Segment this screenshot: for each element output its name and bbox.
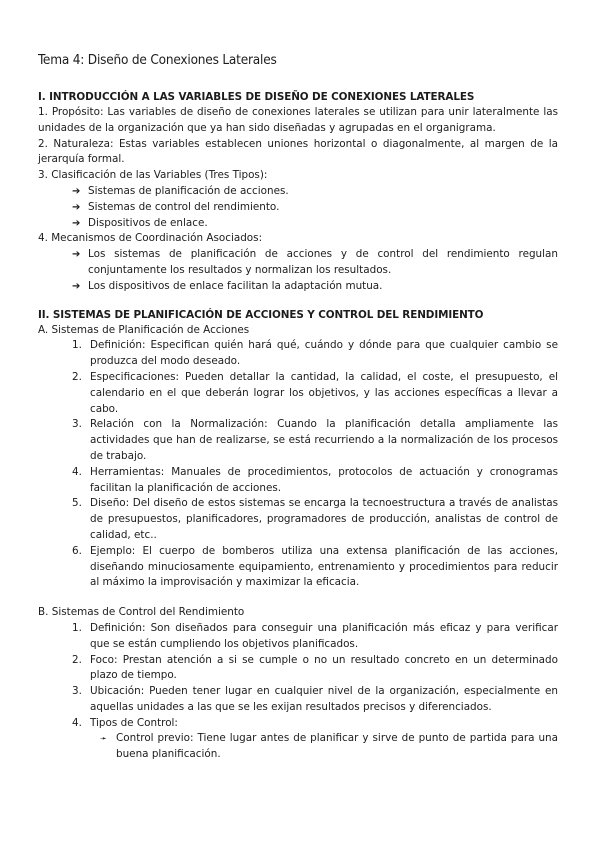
bullet-text: Los sistemas de planificación de acciones y de control del rendimiento regulan conjuntamente los resultados y normalizan los resultados. [88,248,558,276]
numbered-item [38,621,558,653]
arrow-right-icon: ➔ [72,185,81,197]
subsection-a-heading: A. Sistemas de Planificación de Acciones [38,323,250,336]
arrow-right-icon: ➔ [72,217,81,229]
arrow-right-icon: ➔ [72,201,81,213]
bullet-text: Sistemas de planificación de acciones. [88,184,289,197]
sub-bullet-text: Control previo: Tiene lugar antes de planificar y sirve de punto de partida para una buena planificación. [116,732,558,761]
spacer [38,591,558,605]
numbered-item [38,465,558,497]
numbered-item [38,684,558,716]
item-number: 5. [72,497,82,510]
item-text: Definición: Son diseñados para conseguir una planificación más eficaz y para verificar que se están cumpliendo los objetivos planificados. [90,621,558,650]
numbered-item [38,544,558,591]
item-number: 4. [72,465,82,478]
item-text: Herramientas: Manuales de procedimientos, protocolos de actuación y cronogramas facilitan la planificación de acciones. [90,465,558,494]
item-text: Relación con la Normalización: Cuando la planificación detalla ampliamente las actividades que han de realizarse, se está recurriendo a la normalización de los procesos de trabajo. [90,418,558,462]
item-text: Ejemplo: El cuerpo de bomberos utiliza una extensa planificación de las acciones, diseñando minuciosamente equipamiento, entrenamiento y procedimientos para reducir al máximo la improvisación y maximizar la eficacia. [90,544,558,589]
sub-bullet-item [38,731,558,763]
small-arrow-icon: ➛ [100,734,107,744]
numbered-item [38,653,558,685]
item-number: 1. [72,621,82,634]
item-number: 4. [72,716,82,729]
section-2-heading: II. SISTEMAS DE PLANIFICACIÓN DE ACCIONES Y CONTROL DEL RENDIMIENTO [38,308,484,321]
numbered-item [38,417,558,464]
arrow-right-icon: ➔ [72,249,81,261]
numbered-item [38,716,558,732]
numbered-item [38,496,558,543]
bullet-item [38,200,558,216]
paragraph-nature: 2. Naturaleza: Estas variables establecen uniones horizontal o diagonalmente, al margen de la jerarquía formal. [38,137,558,166]
arrow-right-icon: ➔ [72,280,81,292]
item-text: Diseño: Del diseño de estos sistemas se encarga la tecnoestructura a través de analistas de presupuestos, planificadores, programadores de producción, analistas de control de calidad, etc.. [90,497,558,541]
item-number: 6. [72,544,82,557]
item-text: Definición: Especifican quién hará qué, cuándo y dónde para que cualquier cambio se produzca del modo deseado. [90,339,558,368]
bullet-item [38,247,558,279]
bullet-item [38,279,558,295]
item-text: Especificaciones: Pueden detallar la cantidad, la calidad, el coste, el presupuesto, el calendario en el que deberán lograr los objetivos, y las acciones específicas a llevar a cabo. [90,370,558,415]
section-1-heading: I. INTRODUCCIÓN A LAS VARIABLES DE DISEÑO DE CONEXIONES LATERALES [38,91,475,103]
paragraph-mechanisms: 4. Mecanismos de Coordinación Asociados: [38,232,263,245]
item-number: 2. [72,653,82,666]
item-number: 3. [72,685,82,698]
paragraph-classification: 3. Clasificación de las Variables (Tres Tipos): [38,169,268,182]
document-title: Tema 4: Diseño de Conexiones Laterales [38,52,277,68]
item-number: 2. [72,370,82,383]
numbered-item [38,338,558,370]
bullet-text: Los dispositivos de enlace facilitan la adaptación mutua. [88,279,383,292]
item-number: 1. [72,339,82,352]
item-text: Foco: Prestan atención a si se cumple o no un resultado concreto en un determinado plazo de tiempo. [90,653,558,682]
item-text: Ubicación: Pueden tener lugar en cualquier nivel de la organización, especialmente en aquellas unidades a las que se les exijan resultados precisos y diferenciados. [90,685,558,713]
bullet-item [38,184,558,200]
item-number: 3. [72,418,82,431]
bullet-text: Sistemas de control del rendimiento. [88,200,280,213]
subsection-b-heading: B. Sistemas de Control del Rendimiento [38,606,245,619]
bullet-text: Dispositivos de enlace. [88,216,208,229]
numbered-item [38,370,558,417]
paragraph-purpose: 1. Propósito: Las variables de diseño de conexiones laterales se utilizan para unir lateralmente las unidades de la organización que ya han sido diseñadas y agrupadas en el organigrama. [38,106,558,134]
item-text: Tipos de Control: [90,716,178,729]
bullet-item [38,216,558,232]
